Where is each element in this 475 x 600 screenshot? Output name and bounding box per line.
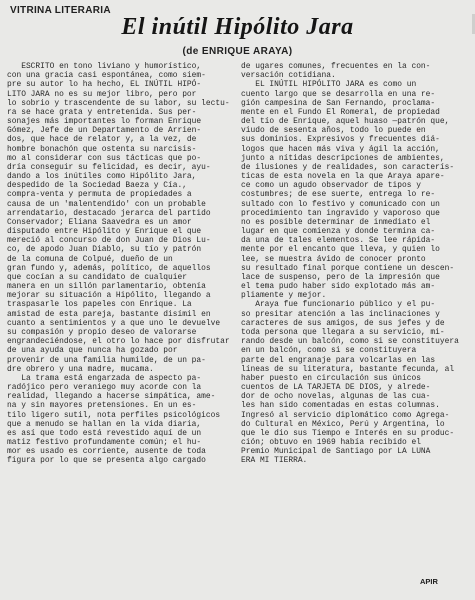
article-column-left xyxy=(7,62,232,594)
column-line: costumbres; de ese suerte, entrega lo re- xyxy=(241,190,436,200)
column-line: dando a los inútiles como Hipólito Jara, xyxy=(7,172,197,182)
column-line: matiz festivo profundamente común; el hu- xyxy=(7,438,202,448)
column-line: les han sido comentadas en estas columnas. xyxy=(241,401,440,411)
column-line: do Cultural en México, Perú y Argentina, lo xyxy=(241,419,445,429)
column-line: versación cotidiana. xyxy=(241,71,336,81)
column-line: su resultado final porque contiene un descen- xyxy=(241,263,455,273)
column-line: ERA MI TIERRA. xyxy=(241,456,308,466)
column-line: ticas de esta novela en la que Araya apare- xyxy=(241,172,445,182)
section-label: VITRINA LITERARIA xyxy=(10,5,111,16)
column-line: toda persona que llegara a su servicio, mi- xyxy=(241,327,445,337)
column-line: realidad, llegando a hacerse simpática, ame- xyxy=(7,392,216,402)
column-line: cuentos de LA TARJETA DE DIOS, y alrede- xyxy=(241,383,431,393)
column-line: ESCRITO en tono liviano y humorístico, xyxy=(7,62,202,71)
column-line: su compasión y propio deseo de valorarse xyxy=(7,327,197,337)
column-line: gión campesina de San Fernando, proclama- xyxy=(241,98,436,108)
column-line: amistad de esta pareja, bastante disímil en xyxy=(7,309,211,319)
column-line: líneas de su literatura, bastante fecunda, al xyxy=(241,364,455,374)
column-line: caracteres de sus amigos, de sus jefes y de xyxy=(241,318,445,328)
author-signature: APIR xyxy=(420,577,438,586)
column-line: el tema pudo haber sido explotado más am- xyxy=(241,282,436,292)
column-line: que cocían a su candidato de cualquier xyxy=(7,272,187,282)
column-line: Premio Municipal de Santiago por LA LUNA xyxy=(241,447,431,457)
column-line: dre obrero y una madre, mucama. xyxy=(7,364,154,374)
column-line: gran fundo y, además, político, de aquellos xyxy=(7,263,211,273)
column-line: junto a nítidas descripciones de ambientes, xyxy=(241,153,445,163)
column-line: co, de apodo Juan Diablo, su tío y patrón xyxy=(7,245,202,255)
column-line: traspasarle los papeles con Enrique. La xyxy=(7,300,192,310)
column-line: rando desde un balcón, como si se constituyera xyxy=(241,337,459,347)
column-line: provenir de una familia humilde, de un pa- xyxy=(7,355,206,365)
column-line: de ugares comunes, frecuentes en la con- xyxy=(241,62,431,71)
column-line: ra se hace grata y entretenida. Sus per- xyxy=(7,107,197,117)
column-line: tilo ligero sutil, nota perfiles psicológicos xyxy=(7,410,221,420)
column-line: Conservador; Eliana Saavedra es un amor xyxy=(7,217,192,227)
article-headline: El inútil Hipólito Jara xyxy=(121,14,354,40)
column-line: mo al considerar con sus tácticas que po- xyxy=(7,153,202,163)
column-line: mente por el encanto que lleva, y quien lo xyxy=(241,245,440,255)
column-line: cuento largo que se desarrolla en una re- xyxy=(241,89,436,99)
column-line: radójico pero veraniego muy acorde con la xyxy=(7,383,202,393)
column-line: parte del engranaje para volcarlas en las xyxy=(241,355,436,365)
column-line: dos, que hace de relator y, a la vez, de xyxy=(7,135,197,145)
column-line: pre su autor lo ha hecho, EL INÚTIL HIPÓ- xyxy=(7,80,202,90)
column-line: Ingresó al servicio diplomático como Agrega- xyxy=(241,410,450,420)
column-line: engrandeciéndose, el otro lo hace por disfrutar xyxy=(7,337,230,347)
column-line: logos que hacen más viva y ágil la acción, xyxy=(241,144,440,154)
column-line: haber puesto en circulación sus únicos xyxy=(241,373,421,383)
column-line: arrendatario, destacado jerarca del partido xyxy=(7,208,211,218)
column-line: ce como un agudo observador de tipos y xyxy=(241,181,421,191)
column-line: LITO JARA no es su mejor libro, pero por xyxy=(7,89,197,99)
column-line: lugar en que comienza y donde termina ca- xyxy=(241,227,436,237)
column-line: La trama está engarzada de aspecto pa- xyxy=(7,373,202,383)
column-line: en un balcón, como si se constituyera xyxy=(241,346,417,356)
column-line: dor de ocho novelas, algunas de las cua- xyxy=(241,392,431,402)
column-line: so presitar atención a las inclinaciones y xyxy=(241,309,440,319)
column-line: causa de un 'malentendido' con un probable xyxy=(7,199,206,209)
column-line: lo sobrio y trascendente de su labor, su lectu- xyxy=(7,98,230,108)
column-line: Araya fue funcionario público y el pu- xyxy=(241,300,436,310)
column-line: de ilusiones y de realidades, son caracterís- xyxy=(241,162,455,172)
column-line: que a menudo se hallan en la vida diaria, xyxy=(7,419,202,429)
column-line: no es posible determinar de inmediato el xyxy=(241,217,431,227)
column-line: disputado entre Hipólito y Enrique el que xyxy=(7,227,202,237)
column-line: pliamente y mejor. xyxy=(241,291,327,301)
column-line: figura por lo que se presenta algo cargado xyxy=(7,456,206,466)
column-line: da una de tales elementos. Se lee rápida- xyxy=(241,236,436,246)
column-line: mereció al concurso de don Juan de Dios Lu- xyxy=(7,236,211,246)
column-line: mejorar su situación a Hipólito, llegando a xyxy=(7,291,211,301)
column-line: es así que todo está revestido aquí de un xyxy=(7,428,202,438)
column-line: na y sin mayores pretensiones. En un es- xyxy=(7,401,197,411)
column-line: cuanto a sentimientos y a que uno le devuelve xyxy=(7,318,221,328)
column-line: ción; obtuvo en 1969 había recibido el xyxy=(241,438,421,448)
column-line: despedido de la Sociedad Baeza y Cía., xyxy=(7,181,187,191)
column-line: de la comuna de Colpué, dueño de un xyxy=(7,254,173,264)
column-line: mor es usado es corriente, ausente de toda xyxy=(7,447,206,457)
column-line: hombre bonachón que ostenta su narcisis- xyxy=(7,144,197,154)
column-line: lace de suspenso, pero de la impresión que xyxy=(241,272,440,282)
column-line: compra-venta y permuta de propiedades a xyxy=(7,190,192,200)
column-line: manera en un sillón parlamentario, obtenía xyxy=(7,282,206,292)
column-line: sonajes más importantes lo forman Enrique xyxy=(7,117,202,127)
column-line: mente en el Fundo El Romeral, de propiedad xyxy=(241,107,440,117)
column-line: de una ayuda que nunca ha gozado por xyxy=(7,346,178,356)
column-line: que le dio sus Tiempo e Interés en su produc- xyxy=(241,428,455,438)
column-line: Gómez, Jefe de un Departamento de Arrien- xyxy=(7,126,202,136)
column-line: procedimiento tan ingravido y vaporoso que xyxy=(241,208,440,218)
column-line: dría conseguir su felicidad, es decir, ayu- xyxy=(7,162,211,172)
column-line: con una gracia casi espontánea, como siem- xyxy=(7,71,206,81)
column-line: viudo de sesenta años, todo lo puede en xyxy=(241,126,426,136)
article-column-right xyxy=(241,62,473,594)
column-line: sultado con lo festivo y comunicado con un xyxy=(241,199,440,209)
column-line: EL INÚTIL HIPÓLITO JARA es como un xyxy=(241,80,417,90)
column-line: sus dominios. Expresivos y frecuentes diá- xyxy=(241,135,440,145)
column-line: del tío de Enrique, aquel huaso —patrón que, xyxy=(241,117,450,127)
article-byline: (de ENRIQUE ARAYA) xyxy=(182,46,293,57)
column-line: lee, se muestra ávido de conocer pronto xyxy=(241,254,426,264)
